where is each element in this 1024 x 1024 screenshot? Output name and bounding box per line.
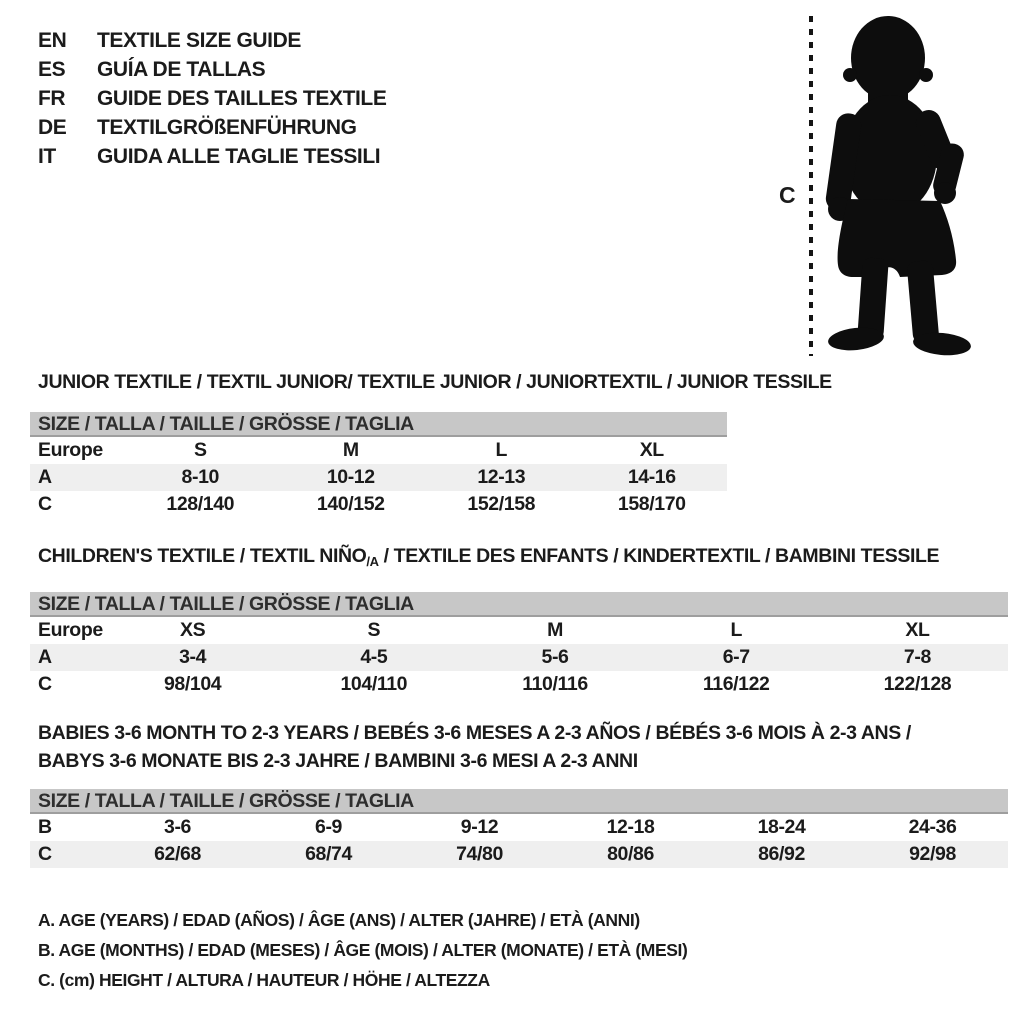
size-cell: 68/74 bbox=[305, 843, 352, 865]
size-cell: S bbox=[193, 439, 207, 461]
language-row-it bbox=[38, 142, 386, 171]
table-row-europe bbox=[30, 437, 727, 464]
size-cell: XL bbox=[905, 619, 930, 641]
size-cell: 24-36 bbox=[908, 816, 957, 838]
row-label: Europe bbox=[38, 619, 103, 641]
size-cell: 10-12 bbox=[326, 466, 375, 488]
size-cell: 7-8 bbox=[903, 646, 931, 668]
size-cell: 140/152 bbox=[316, 493, 385, 515]
language-row-en bbox=[38, 26, 386, 55]
size-cell: 110/116 bbox=[522, 673, 588, 695]
section-title-junior: JUNIOR TEXTILE / TEXTIL JUNIOR/ TEXTILE JUNIOR / JUNIORTEXTIL / JUNIOR TESSILE bbox=[38, 371, 832, 393]
size-cell: XS bbox=[179, 619, 206, 641]
size-cell: 104/110 bbox=[340, 673, 408, 695]
size-cell: 14-16 bbox=[627, 466, 676, 488]
table-header-size: SIZE / TALLA / TAILLE / GRÖSSE / TAGLIA bbox=[30, 412, 727, 437]
language-title: TEXTILE SIZE GUIDE bbox=[97, 28, 301, 52]
table-row-age bbox=[30, 464, 727, 491]
size-cell: XL bbox=[639, 439, 664, 461]
footnote-legend bbox=[38, 905, 687, 995]
size-cell: 92/98 bbox=[909, 843, 956, 865]
size-cell: 4-5 bbox=[360, 646, 388, 668]
table-row-age-months bbox=[30, 814, 1008, 841]
language-code: EN bbox=[38, 28, 67, 52]
language-list bbox=[38, 26, 386, 171]
footnote-b-age-months: B. AGE (MONTHS) / EDAD (MESES) / ÂGE (MOIS) / ALTER (MONATE) / ETÀ (MESI) bbox=[38, 940, 688, 960]
size-cell: 62/68 bbox=[154, 843, 201, 865]
size-cell: 18-24 bbox=[757, 816, 806, 838]
table-header-size: SIZE / TALLA / TAILLE / GRÖSSE / TAGLIA bbox=[30, 592, 1008, 617]
size-table-children bbox=[30, 592, 1008, 698]
babies-title-line-1: BABIES 3-6 MONTH TO 2-3 YEARS / BEBÉS 3-6 MESES A 2-3 AÑOS / BÉBÉS 3-6 MOIS À 2-3 ANS / bbox=[38, 722, 911, 744]
table-row-europe bbox=[30, 617, 1008, 644]
height-measure-label: C bbox=[779, 182, 796, 208]
row-label: C bbox=[38, 493, 52, 515]
size-cell: 74/80 bbox=[456, 843, 503, 865]
height-measure-dotted-line bbox=[809, 16, 813, 356]
row-label: B bbox=[38, 816, 52, 838]
row-label: A bbox=[38, 646, 52, 668]
size-cell: 116/122 bbox=[702, 673, 770, 695]
language-code: DE bbox=[38, 115, 67, 139]
section-title-children bbox=[38, 545, 939, 569]
table-row-height bbox=[30, 841, 1008, 868]
size-table-junior bbox=[30, 412, 727, 518]
language-code: IT bbox=[38, 144, 56, 168]
size-cell: 158/170 bbox=[617, 493, 686, 515]
row-label: C bbox=[38, 843, 52, 865]
size-cell: M bbox=[342, 439, 359, 461]
size-cell: 3-6 bbox=[164, 816, 191, 838]
size-cell: M bbox=[547, 619, 563, 641]
language-code: FR bbox=[38, 86, 66, 110]
table-row-age bbox=[30, 644, 1008, 671]
row-label: A bbox=[38, 466, 52, 488]
language-code: ES bbox=[38, 57, 66, 81]
title-part-sub: /A bbox=[366, 554, 379, 569]
size-cell: 8-10 bbox=[181, 466, 219, 488]
language-row-de bbox=[38, 113, 386, 142]
size-cell: 80/86 bbox=[607, 843, 654, 865]
size-cell: 128/140 bbox=[166, 493, 235, 515]
language-title: GUIDE DES TAILLES TEXTILE bbox=[97, 86, 387, 110]
babies-title-line-2: BABYS 3-6 MONATE BIS 2-3 JAHRE / BAMBINI 3-6 MESI A 2-3 ANNI bbox=[38, 750, 638, 772]
table-row-height bbox=[30, 491, 727, 518]
title-part-pre: CHILDREN'S TEXTILE / TEXTIL NIÑO bbox=[38, 545, 367, 567]
size-cell: L bbox=[730, 619, 742, 641]
size-cell: 5-6 bbox=[541, 646, 569, 668]
table-header-size: SIZE / TALLA / TAILLE / GRÖSSE / TAGLIA bbox=[30, 789, 1008, 814]
size-cell: 9-12 bbox=[460, 816, 499, 838]
size-cell: 6-7 bbox=[722, 646, 750, 668]
row-label: Europe bbox=[38, 439, 103, 461]
size-cell: L bbox=[495, 439, 507, 461]
language-title: TEXTILGRÖßENFÜHRUNG bbox=[97, 115, 357, 139]
size-cell: 3-4 bbox=[179, 646, 207, 668]
toddler-silhouette-icon bbox=[818, 13, 978, 357]
size-cell: 152/158 bbox=[467, 493, 536, 515]
size-cell: S bbox=[367, 619, 381, 641]
size-table-babies bbox=[30, 789, 1008, 868]
size-cell: 86/92 bbox=[758, 843, 805, 865]
language-title: GUIDA ALLE TAGLIE TESSILI bbox=[97, 144, 381, 168]
section-title-babies bbox=[38, 719, 911, 775]
row-label: C bbox=[38, 673, 52, 695]
size-cell: 6-9 bbox=[315, 816, 342, 838]
table-row-height bbox=[30, 671, 1008, 698]
language-title: GUÍA DE TALLAS bbox=[97, 57, 266, 81]
footnote-a-age-years: A. AGE (YEARS) / EDAD (AÑOS) / ÂGE (ANS) / ALTER (JAHRE) / ETÀ (ANNI) bbox=[38, 910, 640, 930]
size-cell: 98/104 bbox=[163, 673, 222, 695]
footnote-c-height-cm: C. (cm) HEIGHT / ALTURA / HAUTEUR / HÖHE / ALTEZZA bbox=[38, 970, 490, 990]
size-cell: 122/128 bbox=[883, 673, 952, 695]
title-part-post: / TEXTILE DES ENFANTS / KINDERTEXTIL / BAMBINI TESSILE bbox=[378, 545, 940, 567]
language-row-es bbox=[38, 55, 386, 84]
language-row-fr bbox=[38, 84, 386, 113]
size-cell: 12-13 bbox=[477, 466, 526, 488]
size-cell: 12-18 bbox=[606, 816, 655, 838]
